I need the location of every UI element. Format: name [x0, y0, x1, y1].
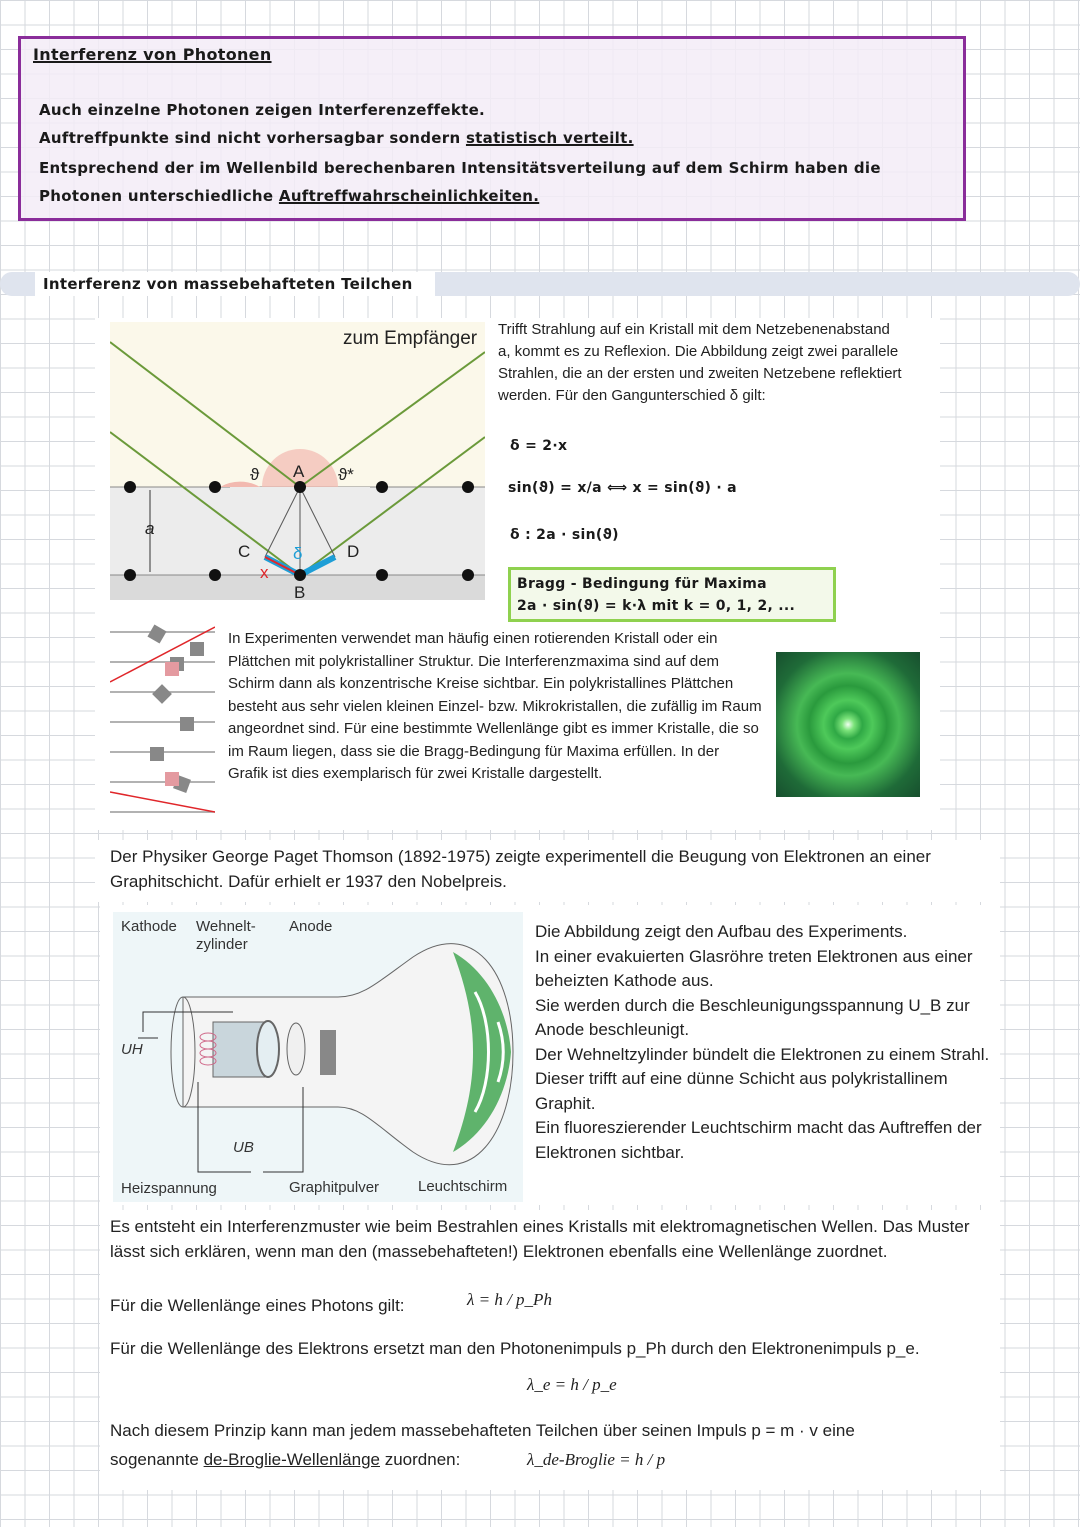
ub-label: UB — [233, 1139, 254, 1156]
kathode-label: Kathode — [121, 918, 177, 935]
spacing-a-label: a — [145, 519, 155, 538]
anode-label: Anode — [289, 918, 333, 935]
setup-text: Die Abbildung zeigt den Aufbau des Experiments. In einer evakuierten Glasröhre treten Elektronen aus einer beheizten Kathode aus. Sie werden durch die Beschleunigungsspannung U_B zur Anode beschleunigt. Der Wehneltzylinder bündelt die Elektronen zu einem Strahl. Dieser trifft auf eine dünne Schicht aus polykristallinem Graphit. Ein fluoreszierender Leuchtschirm macht das Auftreffen der Elektronen sichtbar. — [535, 922, 990, 1162]
bragg-explanation: Trifft Strahlung auf ein Kristall mit dem Netzebenenabstand a, kommt es zu Reflexion. Die Abbildung zeigt zwei parallele Strahlen, die an der ersten und zweiten Netzebene reflektiert werden. Für den Gangunterschied δ gilt: — [498, 321, 902, 404]
photon-line-4: Photonen unterschiedliche Auftreffwahrscheinlichkeiten. — [39, 187, 540, 205]
point-c-label: C — [238, 542, 251, 561]
x-label: x — [260, 563, 269, 582]
equation-sin: sin(ϑ) = x/a ⟺ x = sin(ϑ) · a — [508, 480, 737, 496]
uh-label: UH — [121, 1041, 143, 1058]
bragg-condition-box — [508, 567, 836, 622]
section-title-photons: Interferenz von Photonen — [33, 45, 272, 64]
wehnelt-label-2: zylinder — [196, 936, 248, 953]
de-broglie-text-1: Nach diesem Prinzip kann man jedem massebehafteten Teilchen über seinen Impuls p = m · v eine — [110, 1421, 855, 1440]
photon-wavelength-formula: λ = h / p_Ph — [467, 1290, 552, 1309]
theta-label: ϑ — [250, 465, 260, 484]
bragg-diagram — [110, 322, 485, 600]
photon-interference-box — [18, 36, 966, 221]
diffraction-rings-photo — [776, 652, 920, 797]
point-a-label: A — [293, 462, 305, 481]
equation-delta: δ = 2·x — [510, 438, 568, 454]
electron-wavelength-formula: λ_e = h / p_e — [527, 1375, 617, 1394]
wehnelt-label-1: Wehnelt- — [196, 918, 256, 935]
delta-label: δ — [293, 544, 303, 563]
equation-delta-result: δ : 2a · sin(ϑ) — [510, 527, 619, 543]
photon-line-3: Entsprechend der im Wellenbild berechenbaren Intensitätsverteilung auf dem Schirm haben die — [39, 159, 881, 177]
pattern-text: Es entsteht ein Interferenzmuster wie beim Bestrahlen eines Kristalls mit elektromagnetischen Wellen. Das Muster lässt sich erklären, wenn man den (massebehafteten!) Elektronen ebenfalls eine Wellenlänge zuordnet. — [110, 1217, 970, 1261]
point-b-label: B — [294, 583, 306, 600]
graphitpulver-label: Graphitpulver — [289, 1179, 380, 1196]
section-title-mass: Interferenz von massebehafteten Teilchen — [35, 272, 435, 296]
polycrystal-text: In Experimenten verwendet man häufig einen rotierenden Kristall oder ein Plättchen mit polykristalliner Struktur. Die Interferenzmaxima sind auf dem Schirm dann als konzentrische Kreise sichtbar. Ein polykristallines Plättchen besteht aus sehr vielen kleinen Einzel- bzw. Mikrokristallen, die zufällig im Raum angeordnet sind. Für eine bestimmte Wellenlänge gibt es immer Kristalle, die so im Raum liegen, dass sie die Bragg-Bedingung für Maxima erfüllen. In der Grafik ist dies exemplarisch für zwei Kristalle dargestellt. — [228, 630, 762, 782]
polycrystal-illustration — [110, 622, 215, 822]
photon-line-1: Auch einzelne Photonen zeigen Interferenzeffekte. — [39, 101, 486, 119]
de-broglie-formula: λ_de-Broglie = h / p — [527, 1450, 666, 1469]
receiver-label: zum Empfänger — [343, 328, 478, 349]
thomson-text: Der Physiker George Paget Thomson (1892-1975) zeigte experimentell die Beugung von Elektronen an einer Graphitschicht. Dafür erhielt er 1937 den Nobelpreis. — [110, 847, 931, 891]
electron-text: Für die Wellenlänge des Elektrons ersetzt man den Photonenimpuls p_Ph durch den Elektronenimpuls p_e. — [110, 1339, 920, 1358]
point-d-label: D — [347, 542, 360, 561]
theta-star-label: ϑ* — [338, 465, 354, 484]
bragg-equation: 2a · sin(ϑ) = k·λ mit k = 0, 1, 2, ... — [517, 598, 796, 614]
photon-wavelength-label: Für die Wellenlänge eines Photons gilt: — [110, 1296, 405, 1315]
de-broglie-text-2: sogenannte de-Broglie-Wellenlänge zuordnen: — [110, 1450, 461, 1469]
photon-line-2: Auftreffpunkte sind nicht vorhersagbar sondern statistisch verteilt. — [39, 129, 634, 147]
heizspannung-label: Heizspannung — [121, 1180, 217, 1197]
electron-tube-diagram — [113, 912, 523, 1202]
leuchtschirm-label: Leuchtschirm — [418, 1178, 508, 1195]
bragg-title: Bragg - Bedingung für Maxima — [517, 576, 767, 592]
